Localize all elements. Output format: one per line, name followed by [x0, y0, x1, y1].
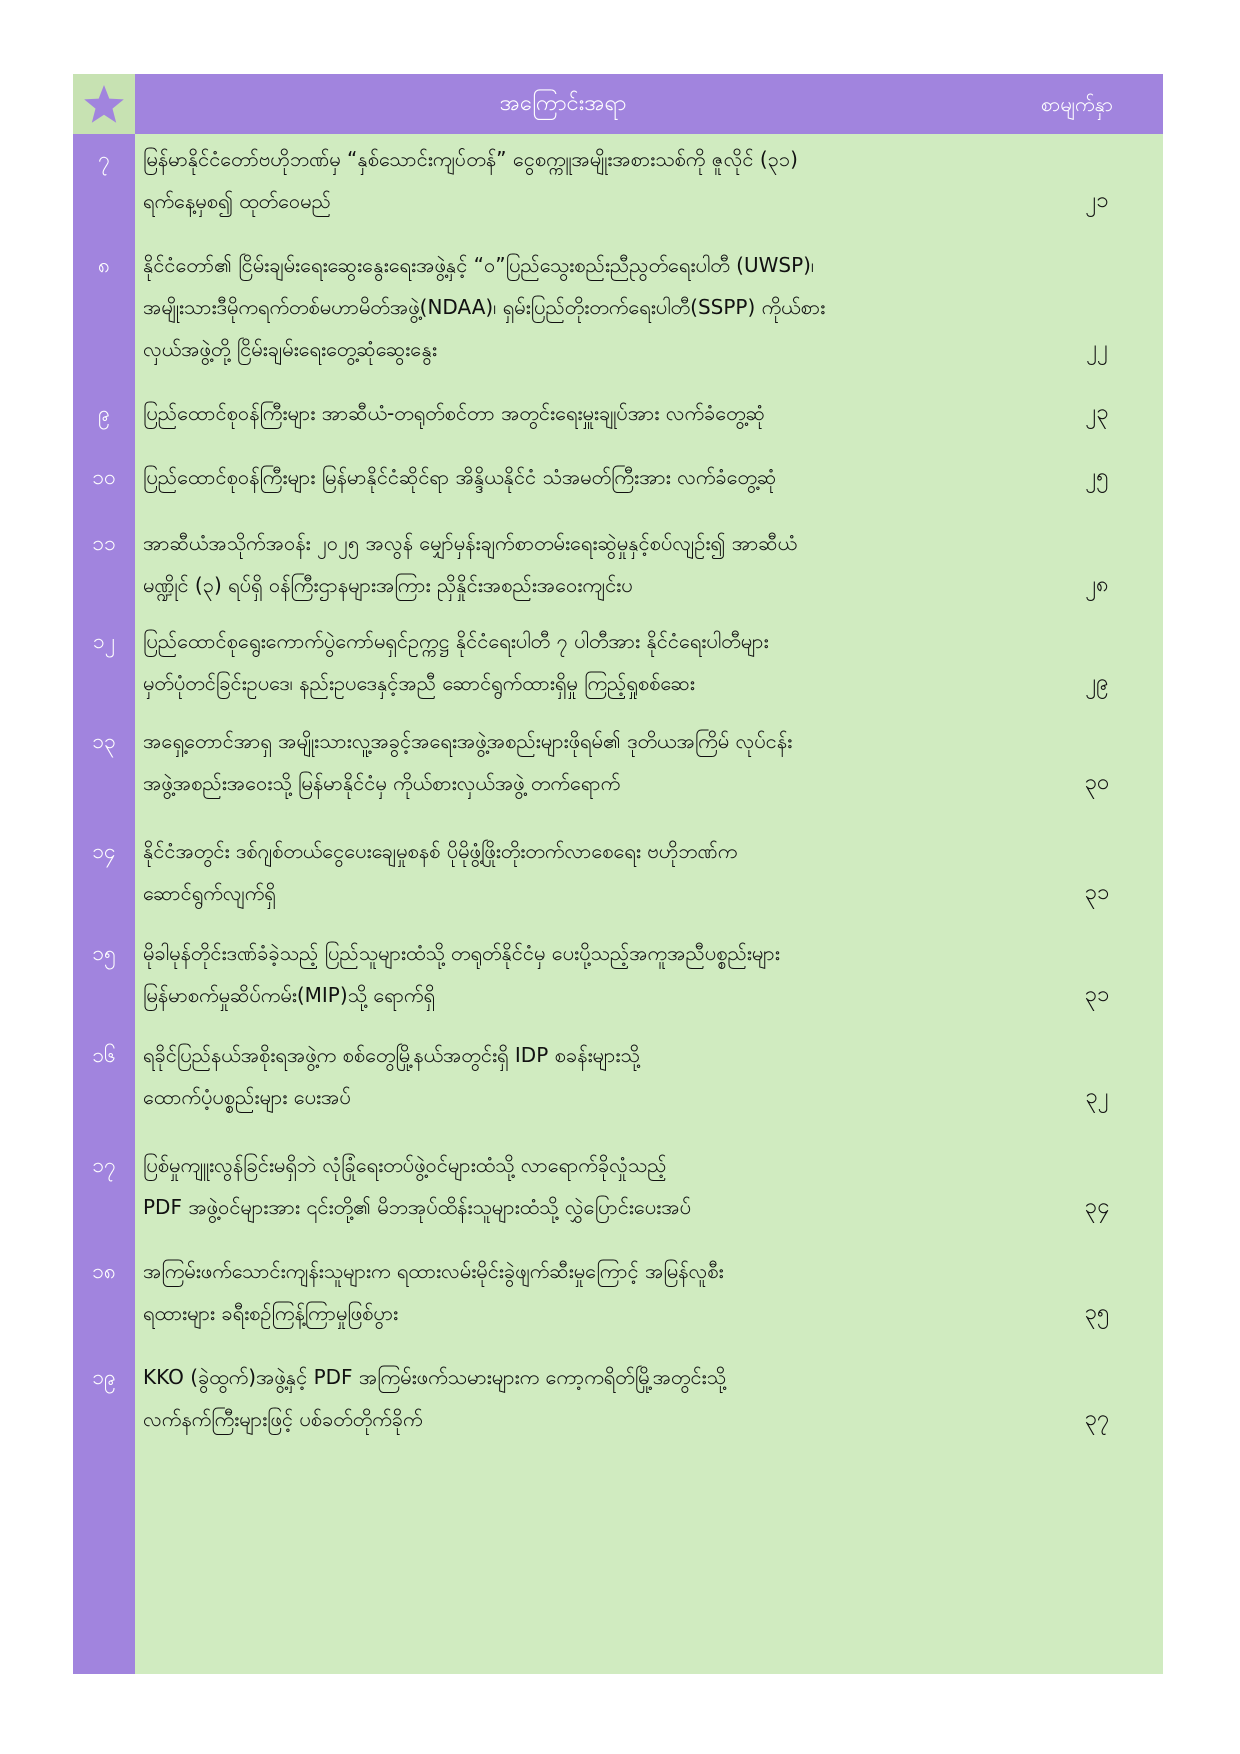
entry-number: ၁၉ — [92, 1365, 116, 1389]
entry-title: အာဆီယံအသိုက်အဝန်း ၂၀၂၅ အလွန် မျှော်မှန်းချက်စာတမ်းရေးဆွဲမှုနှင့်စပ်လျဉ်း၍ အာဆီယံ မဏ္ဍိုင် (၃) ရပ်ရှိ ဝန်ကြီးဌာနများအကြား ညှိနှိုင်းအစည်းအဝေးကျင်းပ — [143, 531, 798, 597]
entry-page-number: ၂၃ — [1085, 400, 1109, 425]
table-of-contents — [73, 74, 1163, 1674]
entry-page-number: ၂၉ — [1085, 670, 1109, 695]
entry-page-number: ၂၅ — [1085, 464, 1109, 489]
entry-title: ပြစ်မှုကျူးလွန်ခြင်းမရှိဘဲ လုံခြုံရေးတပ်ဖွဲ့ဝင်များထံသို့ လာရောက်ခိုလှုံသည့် PDF အဖွဲ့ဝင်များအား ၎င်းတို့၏ မိဘအုပ်ထိန်းသူများထံသို့ လွှဲပြောင်းပေးအပ် — [143, 1153, 691, 1219]
entry-page-number: ၃၂ — [1085, 1084, 1109, 1109]
entry-page-number: ၃၁ — [1084, 880, 1110, 905]
entry-title: အကြမ်းဖက်သောင်းကျန်းသူများက ရထားလမ်းမိုင်းခွဲဖျက်ဆီးမှုကြောင့် အမြန်လူစီး ရထားများ ခရီးစဉ်ကြန့်ကြာမှုဖြစ်ပွား — [143, 1259, 724, 1325]
entry-title: နိုင်ငံအတွင်း ဒစ်ဂျစ်တယ်ငွေပေးချေမှုစနစ် ပိုမိုဖွံ့ဖြိုးတိုးတက်လာစေရေး ဗဟိုဘဏ်က ဆောင်ရွက်လျက်ရှိ — [143, 839, 738, 905]
entry-number: ၁၇ — [92, 1153, 116, 1177]
entry-title: မိုခါမုန်တိုင်းဒဏ်ခံခဲ့သည့် ပြည်သူများထံသို့ တရုတ်နိုင်ငံမှ ပေးပို့သည့်အကူအညီပစ္စည်းများ မြန်မာစက်မှုဆိပ်ကမ်း(MIP)သို့ ရောက်ရှိ — [143, 941, 780, 1007]
entry-title: ရခိုင်ပြည်နယ်အစိုးရအဖွဲ့က စစ်တွေမြို့နယ်အတွင်းရှိ IDP စခန်းများသို့ ထောက်ပံ့ပစ္စည်းများ ပေးအပ် — [143, 1043, 640, 1109]
entry-number: ၁၄ — [92, 839, 116, 863]
entry-number: ၉ — [98, 401, 110, 425]
entry-page-number: ၃၁ — [1084, 982, 1110, 1007]
entry-number: ၁၂ — [92, 629, 116, 653]
star-icon — [82, 82, 126, 126]
entry-number: ၁၈ — [92, 1259, 116, 1283]
entry-number: ၁၁ — [92, 531, 116, 555]
entry-number: ၇ — [98, 147, 110, 171]
entry-number: ၁၅ — [92, 941, 116, 965]
entry-number: ၁၃ — [92, 729, 116, 753]
entry-page-number: ၃၅ — [1084, 1300, 1110, 1325]
entry-title: ပြည်ထောင်စုဝန်ကြီးများ အာဆီယံ-တရုတ်စင်တာ အတွင်းရေးမှူးချုပ်အား လက်ခံတွေ့ဆုံ — [143, 401, 765, 425]
header-page-column: စာမျက်နှာ — [1040, 92, 1114, 116]
entry-title: ပြည်ထောင်စုရွေးကောက်ပွဲကော်မရှင်ဥက္ကဋ္ဌ နိုင်ငံရေးပါတီ ၇ ပါတီအား နိုင်ငံရေးပါတီများ မှတ်ပုံတင်ခြင်းဥပဒေ၊ နည်းဥပဒေနှင့်အညီ ဆောင်ရွက်ထားရှိမှု ကြည့်ရှုစစ်ဆေး — [143, 629, 769, 695]
entry-title: ပြည်ထောင်စုဝန်ကြီးများ မြန်မာနိုင်ငံဆိုင်ရာ အိန္ဒိယနိုင်ငံ သံအမတ်ကြီးအား လက်ခံတွေ့ဆုံ — [143, 465, 777, 489]
header-title: အကြောင်းအရာ — [499, 91, 627, 116]
entry-page-number: ၃၇ — [1084, 1406, 1110, 1431]
entry-number: ၁၀ — [92, 465, 116, 489]
entry-page-number: ၂၂ — [1086, 336, 1108, 361]
entry-page-number: ၂၁ — [1085, 188, 1109, 213]
toc-header — [135, 74, 1163, 134]
entry-page-number: ၃၄ — [1084, 1194, 1110, 1219]
entry-number: ၁၆ — [92, 1043, 116, 1067]
entry-title: နိုင်ငံတော်၏ ငြိမ်းချမ်းရေးဆွေးနွေးရေးအဖွဲ့နှင့် “ဝ”ပြည်သွေးစည်းညီညွတ်ရေးပါတီ (UWSP)၊ အမျိုးသားဒီမိုကရက်တစ်မဟာမိတ်အဖွဲ့(NDAA)၊ ရှမ်းပြည်တိုးတက်ရေးပါတီ(SSPP) ကိုယ်စား လှယ်အဖွဲ့တို့ ငြိမ်းချမ်းရေးတွေ့ဆုံဆွေးနွေး — [143, 253, 826, 361]
star-badge — [73, 74, 135, 134]
entry-page-number: ၂၈ — [1085, 572, 1109, 597]
entry-title: မြန်မာနိုင်ငံတော်ဗဟိုဘဏ်မှ “နှစ်သောင်းကျပ်တန်” ငွေစက္ကူအမျိုးအစားသစ်ကို ဇူလိုင် (၃၁) ရက်နေ့မှစ၍ ထုတ်ဝေမည် — [143, 147, 798, 213]
entry-title: အရှေ့တောင်အာရှ အမျိုးသားလူ့အခွင့်အရေးအဖွဲ့အစည်းများဖိုရမ်၏ ဒုတိယအကြိမ် လုပ်ငန်း အဖွဲ့အစည်းအဝေးသို့ မြန်မာနိုင်ငံမှ ကိုယ်စားလှယ်အဖွဲ့ တက်ရောက် — [143, 729, 793, 795]
number-column — [73, 74, 135, 1674]
entry-number: ၈ — [98, 253, 110, 277]
entry-title: KKO (ခွဲထွက်)အဖွဲ့နှင့် PDF အကြမ်းဖက်သမားများက ကော့ကရိတ်မြို့အတွင်းသို့ လက်နက်ကြီးများဖြင့် ပစ်ခတ်တိုက်ခိုက် — [143, 1365, 726, 1431]
entry-page-number: ၃၀ — [1084, 770, 1110, 795]
